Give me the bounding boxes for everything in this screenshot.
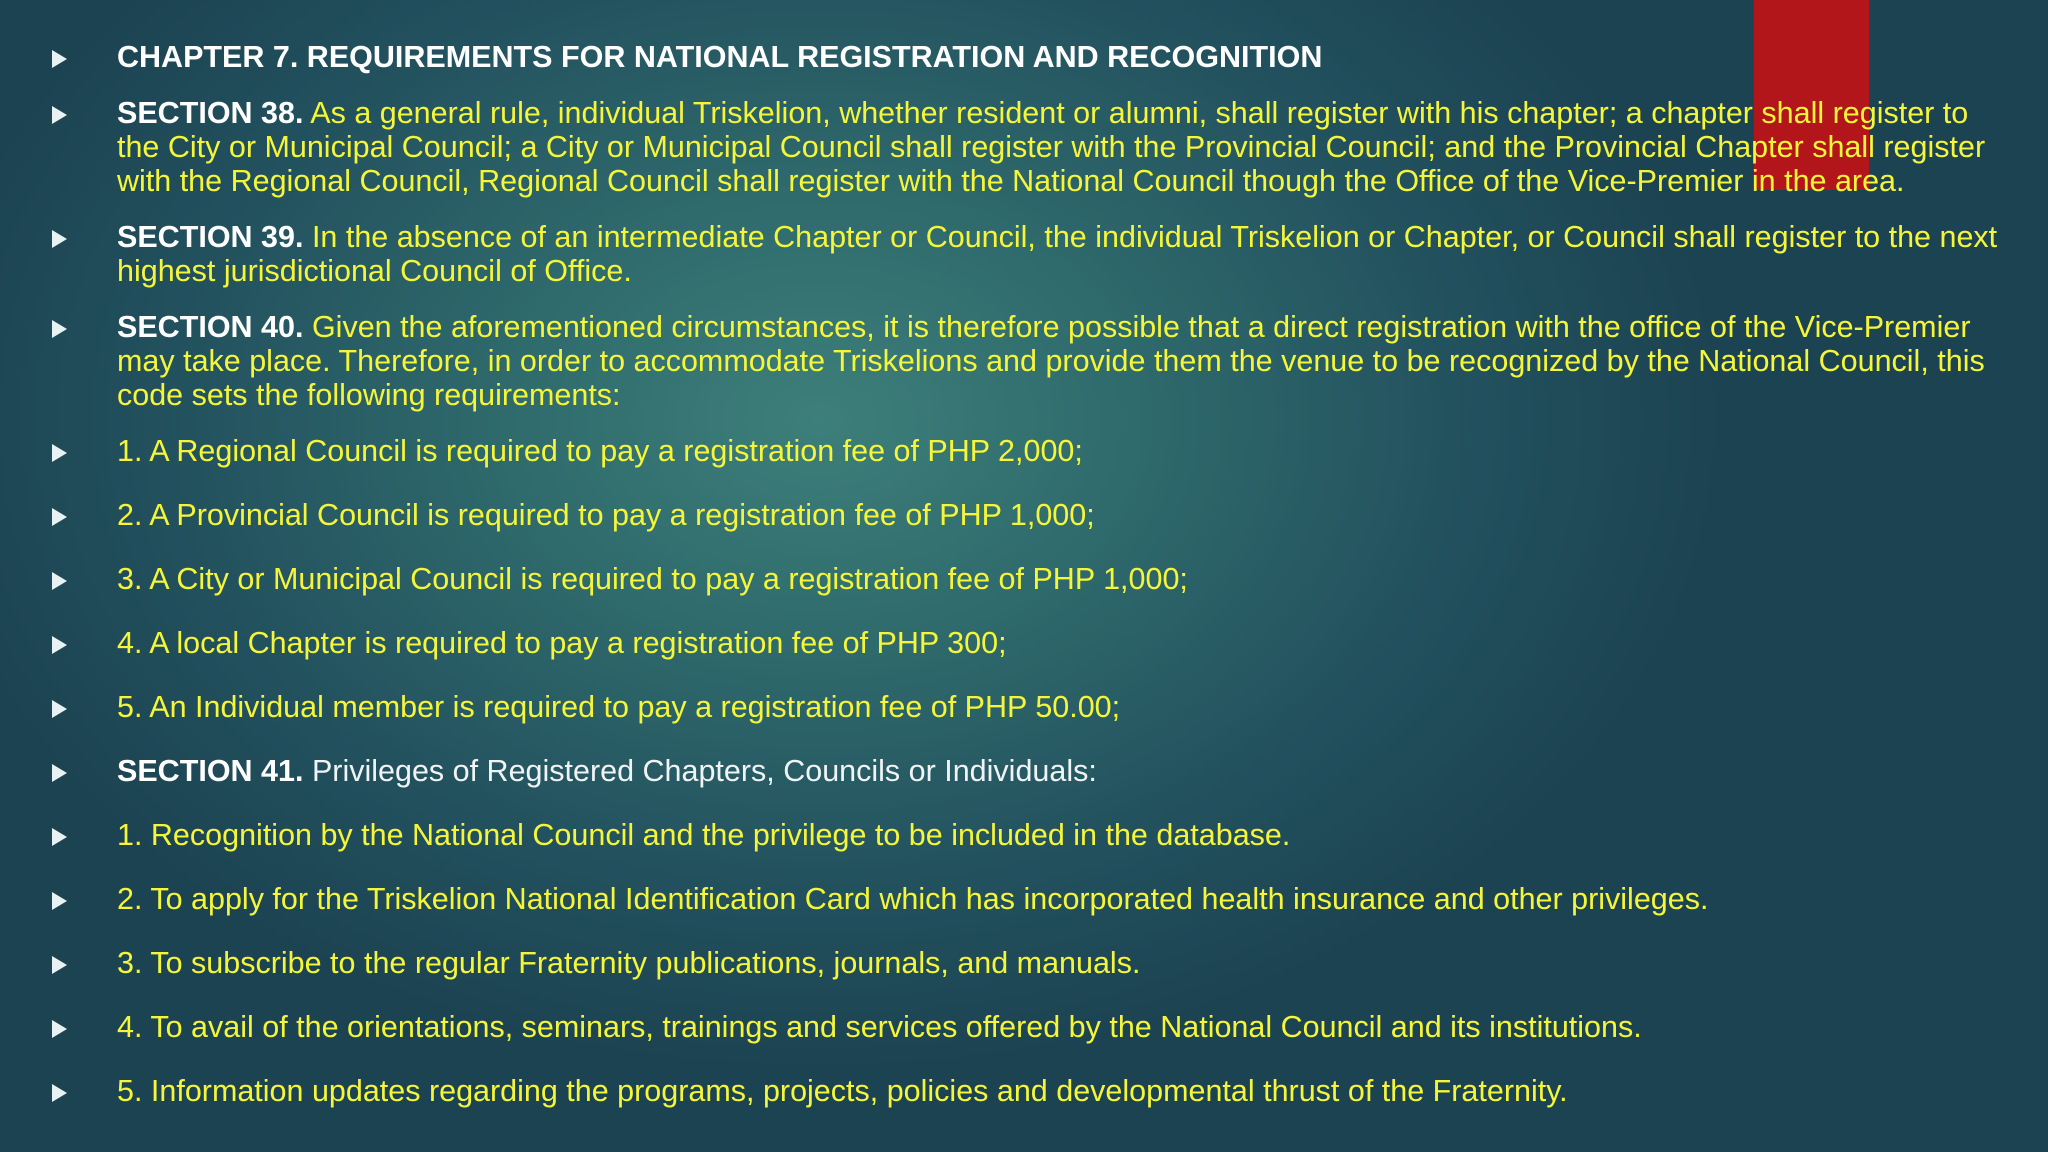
requirement-text: 1. A Regional Council is required to pay a registration fee of PHP 2,000; [117,434,1083,468]
section-38-paragraph [117,96,2008,198]
section-41-text: Privileges of Registered Chapters, Councils or Individuals: [311,754,1097,788]
triangle-bullet-icon [52,636,67,654]
triangle-bullet-icon [52,320,67,338]
triangle-bullet-icon [52,50,67,68]
privilege-text: 4. To avail of the orientations, seminars, trainings and services offered by the National Council and its institutions. [117,1010,1642,1044]
privilege-text: 2. To apply for the Triskelion National Identification Card which has incorporated health insurance and other privileges. [117,882,1709,916]
section-39-label: SECTION 39. [117,220,304,254]
requirement-item [48,626,2008,660]
section-39-item [48,220,2008,288]
section-39-text: In the absence of an intermediate Chapter or Council, the individual Triskelion or Chapter, or Council shall register to the next highest jurisdictional Council of Office. [117,220,1998,288]
triangle-bullet-icon [52,572,67,590]
triangle-bullet-icon [52,892,67,910]
section-41-item [48,754,2008,788]
requirement-text: 2. A Provincial Council is required to pay a registration fee of PHP 1,000; [117,498,1095,532]
privilege-item [48,946,2008,980]
triangle-bullet-icon [52,444,67,462]
privilege-item [48,882,2008,916]
triangle-bullet-icon [52,700,67,718]
section-41-paragraph [117,754,2008,788]
triangle-bullet-icon [52,828,67,846]
requirement-item [48,498,2008,532]
privilege-item [48,818,2008,852]
section-40-label: SECTION 40. [117,310,304,344]
section-38-label: SECTION 38. [117,96,304,130]
requirement-text: 5. An Individual member is required to pay a registration fee of PHP 50.00; [117,690,1121,724]
requirement-text: 4. A local Chapter is required to pay a registration fee of PHP 300; [117,626,1007,660]
section-40-item [48,310,2008,412]
triangle-bullet-icon [52,956,67,974]
privilege-item [48,1074,2008,1108]
section-41-label: SECTION 41. [117,754,304,788]
privilege-text: 3. To subscribe to the regular Fraternity publications, journals, and manuals. [117,946,1141,980]
privilege-item [48,1010,2008,1044]
chapter-heading-item [48,40,2008,74]
chapter-title: CHAPTER 7. REQUIREMENTS FOR NATIONAL REGISTRATION AND RECOGNITION [117,40,1323,74]
requirement-text: 3. A City or Municipal Council is required to pay a registration fee of PHP 1,000; [117,562,1188,596]
requirement-item [48,434,2008,468]
triangle-bullet-icon [52,764,67,782]
section-38-text: As a general rule, individual Triskelion, whether resident or alumni, shall register with his chapter; a chapter shall register to the City or Municipal Council; a City or Municipal Council shall register with the Provincial Council; and the Provincial Chapter shall register with the Regional Council, Regional Council shall register with the National Council though the Office of the Vice-Premier in the area. [117,96,1986,198]
requirement-item [48,562,2008,596]
triangle-bullet-icon [52,230,67,248]
slide-content [48,40,2008,1138]
requirement-item [48,690,2008,724]
section-40-text: Given the aforementioned circumstances, it is therefore possible that a direct registration with the office of the Vice-Premier may take place. Therefore, in order to accommodate Triskelions and provide them the venue to be recognized by the National Council, this code sets the following requirements: [117,310,1985,412]
privilege-text: 5. Information updates regarding the programs, projects, policies and developmental thrust of the Fraternity. [117,1074,1568,1108]
section-39-paragraph [117,220,2008,288]
triangle-bullet-icon [52,1020,67,1038]
triangle-bullet-icon [52,1084,67,1102]
section-40-paragraph [117,310,2008,412]
triangle-bullet-icon [52,508,67,526]
privilege-text: 1. Recognition by the National Council and the privilege to be included in the database. [117,818,1291,852]
triangle-bullet-icon [52,106,67,124]
section-38-item [48,96,2008,198]
